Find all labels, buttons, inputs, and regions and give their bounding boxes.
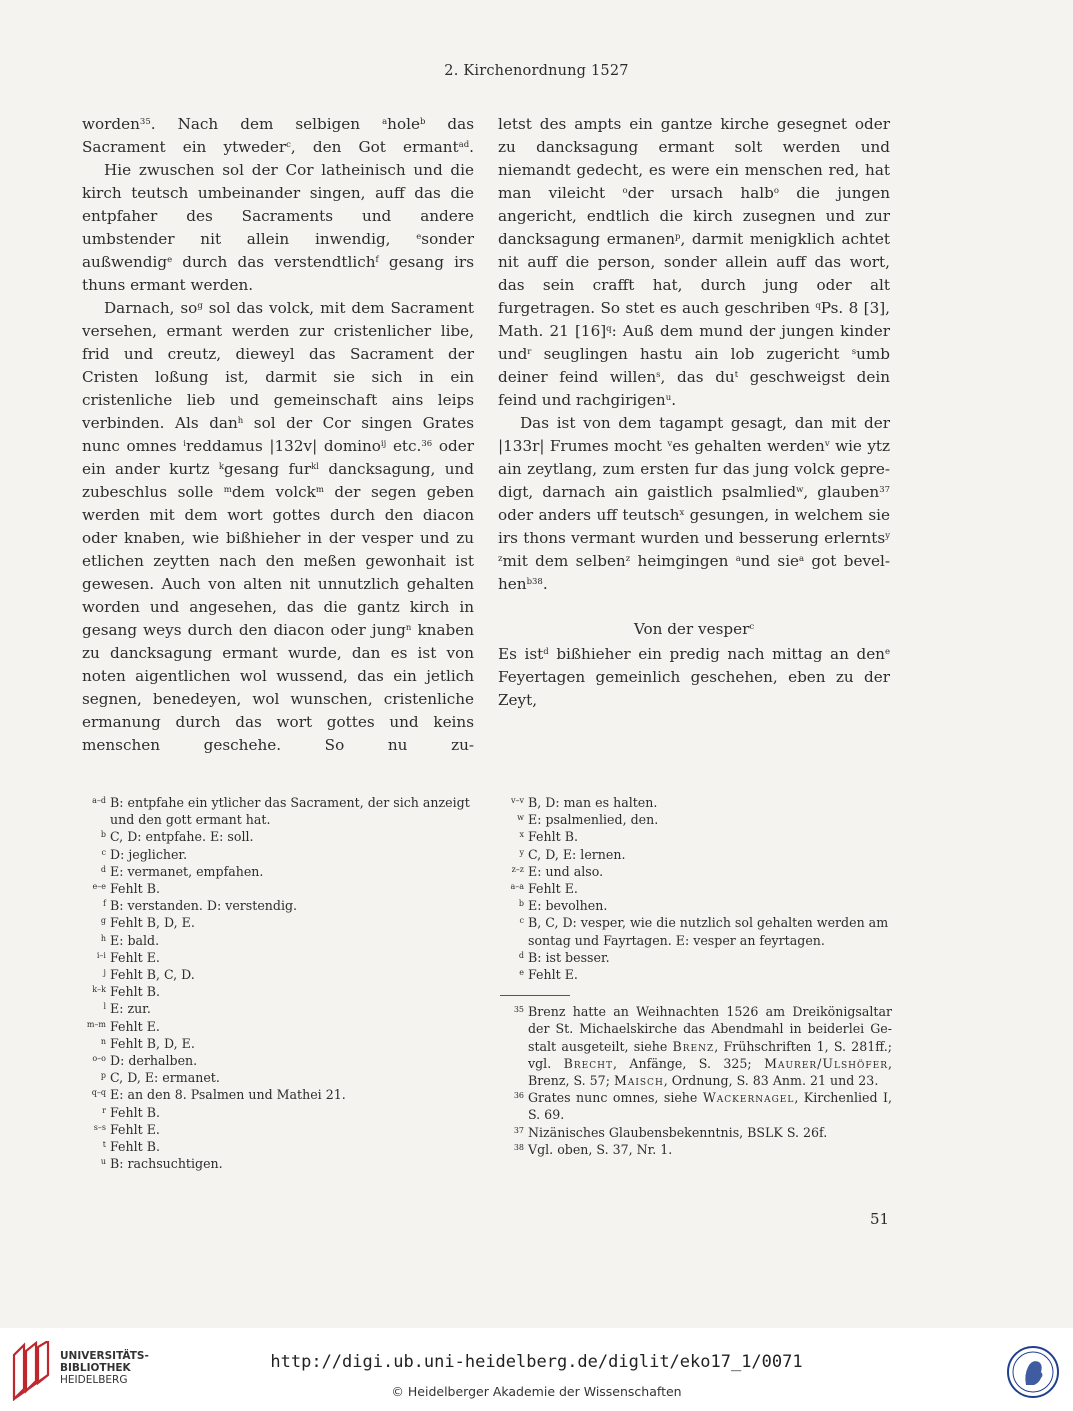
footnote-item: u B: rachsuchtigen. (100, 1156, 223, 1172)
footnote-item: w E: psalmenlied, den. (517, 812, 659, 828)
paragraph: letst des ampts ein gantze kirche gesegnet oder zu dancksagung ermant solt werden und niemandt gedecht, es were ein menschen red, hat man vileicht $^o$der ursach halb$^o$ die jungen angericht, endtlich die kirch zusegnen und zur dancksagung ermanen$^p$, darmit menigklich achtet nit auff die person, sonder allein auff das wort, das sein crafft hat, durch jung oder alt furgetragen. So stet es auch geschriben $^q$Ps. 8 [3], Math. 21 $[16]^q$: Auß dem mund der jungen kinder und$^r$ seuglingen hastu ain lob zugericht $^s$umb deiner feind willen$^s$, das $du^t$ geschweigst dein feind und rachgirigen$^u$. (498, 115, 891, 409)
footnote-item: y C, D, E: lernen. (519, 846, 626, 862)
footnote-item: b E: bevolhen. (518, 898, 608, 914)
footnote-item: n Fehlt B, D, E. (100, 1035, 195, 1051)
footnote-item: j Fehlt B, C, D. (103, 967, 195, 983)
footnote-divider (500, 995, 570, 996)
footnote-item: e–e Fehlt B. (92, 881, 160, 897)
footnote-item: t Fehlt B. (102, 1139, 160, 1155)
footnote-item: c D: jeglicher. (101, 846, 188, 862)
footnote-item: o–o D: derhalben. (92, 1053, 198, 1069)
paragraph: worden$^{35}$. Nach dem selbigen $^a$hole$^b$ das Sacrament ein ytweder$^c$, den Got ermant$^{ad}$. (82, 115, 474, 156)
footnote-item: k–k Fehlt B. (92, 984, 160, 1000)
note-37: 37 Nizänisches Glaubensbekenntnis, BSLK S. 26f. (513, 1124, 828, 1140)
footnote-item: v–v B, D: man es halten. (510, 795, 658, 810)
footnote-item: r Fehlt B. (102, 1104, 160, 1120)
page-number: 51 (870, 1210, 890, 1228)
section-heading: Von der vesper$^c$ (633, 620, 755, 638)
footnote-item: i–i Fehlt E. (96, 949, 160, 965)
library-name: UNIVERSITÄTS- BIBLIOTHEK HEIDELBERG (60, 1350, 149, 1386)
footnote-item: d E: vermanet, empfahen. (100, 863, 264, 879)
footnote-item: h E: bald. (100, 932, 160, 948)
note-35: 35 Brenz hatte an Weihnachten 1526 am Dreikönigsaltar der St. Michaelskirche das Abendmahl in beiderlei Gestalt ausgeteilt, siehe Brenz, Frühschriften 1, S. 281ff.; vgl. Brecht, Anfänge, S. 325; Maurer/Ulshöfer, Brenz, S. 57; Maisch, Ordnung, S. 83 Anm. 21 und 23. (513, 1004, 893, 1089)
main-text-left-column (82, 113, 474, 757)
footnote-item: x Fehlt B. (519, 829, 578, 845)
apparatus-footnotes-left (82, 794, 482, 1172)
source-url-link[interactable]: http://digi.ub.uni-heidelberg.de/diglit/eko17_1/0071 (270, 1352, 803, 1372)
note-38: 38 Vgl. oben, S. 37, Nr. 1. (513, 1141, 673, 1157)
apparatus-footnotes-right (500, 794, 892, 1158)
paragraph: Es ist$^d$ bißhieher ein predig nach mittag an den$^e$ Feyertagen gemeinlich geschehen, eben zu der Zeyt, (498, 645, 890, 709)
footnote-item: e Fehlt E. (519, 967, 578, 983)
footnote-item: a–a Fehlt E. (510, 881, 578, 897)
footnote-item: b C, D: entpfahe. E: soll. (100, 829, 254, 845)
running-title: 2. Kirchenordnung 1527 (444, 63, 629, 79)
footnote-item: a–d B: entpfahe ein ytlicher das Sacrament, der sich anzeigt und den gott ermant hat. (92, 795, 470, 828)
academy-seal-icon (1006, 1345, 1060, 1399)
main-text-right-column (498, 113, 890, 712)
paragraph: Das ist von dem tagampt gesagt, dan mit der |133r| Frumes mocht $^v$es gehalten werden$^v$ wie ytz ain zeytlang, zum ersten fur das jung volck gepredigt, darnach ain gaistlich psalmlied$^w$, glauben$^{37}$ oder anders uff teutsch$^x$ gesungen, in welchem sie irs thons vermant wurden und besserung erlernts$^y$ $^z$mit dem selben$^z$ heimgingen $^a$und sie$^a$ got bevelhen$^{b38}$. (498, 414, 891, 593)
paragraph: Darnach, $so^g$ sol das volck, mit dem Sacrament versehen, ermant werden zur cristenlicher libe, frid und creutz, dieweyl das Sacrament der Cristen loßung ist, darmit sie sich in ein cristenliche lieb und gemeinschaft ains leips verbinden. Als dan$^h$ sol der Cor singen Grates nunc omnes $^i$reddamus |132v| domino$^{ij}$ etc.$^{36}$ oder ein ander kurtz $^k$gesang fur$^{kl}$ dancksagung, und zubeschlus solle $^m$dem volck$^m$ der segen geben werden mit dem wort gottes durch den diacon oder knaben, wie bißhieher in der vesper und zu etlichen zeytten nach den meßen gewonhait ist gewesen. Auch von alten nit unnutzlich gehalten worden und angesehen, das die gantz kirch in gesang weys durch den diacon oder jung$^n$ knaben zu dancksagung ermant wurde, dan es ist von noten aigentlichen wol wussend, das ein jetlich segnen, benedeyen, wol wunschen, cristenliche ermanung durch das wort gottes und keins menschen geschehe. So nu zu- (82, 299, 475, 754)
footnote-item: z–z E: und also. (511, 863, 604, 879)
commentary-notes (500, 1003, 892, 1158)
footnote-item: p C, D, E: ermanet. (100, 1070, 220, 1086)
footnote-item: g Fehlt B, D, E. (100, 915, 195, 931)
footnote-item: c B, C, D: vesper, wie die nutzlich sol gehalten werden am sontag und Fayrtagen. E: vesper an feyrtagen. (519, 915, 889, 948)
paragraph: Hie zwuschen sol der Cor latheinisch und die kirch teutsch umbeinander singen, auff das die entpfaher des Sacraments und andere umbstender nit allein inwendig, $^e$sonder außwendig$^e$ durch das verstendtlich$^f$ gesang irs thuns ermant werden. (82, 161, 474, 294)
footnote-item: s–s Fehlt E. (93, 1121, 160, 1137)
footnote-item: q–q E: an den 8. Psalmen und Mathei 21. (91, 1087, 346, 1103)
footnote-item: f B: verstanden. D: verstendig. (103, 898, 298, 914)
note-36: 36 Grates nunc omnes, siehe Wackernagel, Kirchenlied I, S. 69. (513, 1090, 892, 1123)
copyright-notice: © Heidelberger Akademie der Wissenschaften (391, 1384, 682, 1399)
footnote-item: m–m Fehlt E. (86, 1018, 160, 1034)
footnote-item: l E: zur. (103, 1001, 151, 1017)
footnote-item: d B: ist besser. (518, 949, 610, 965)
